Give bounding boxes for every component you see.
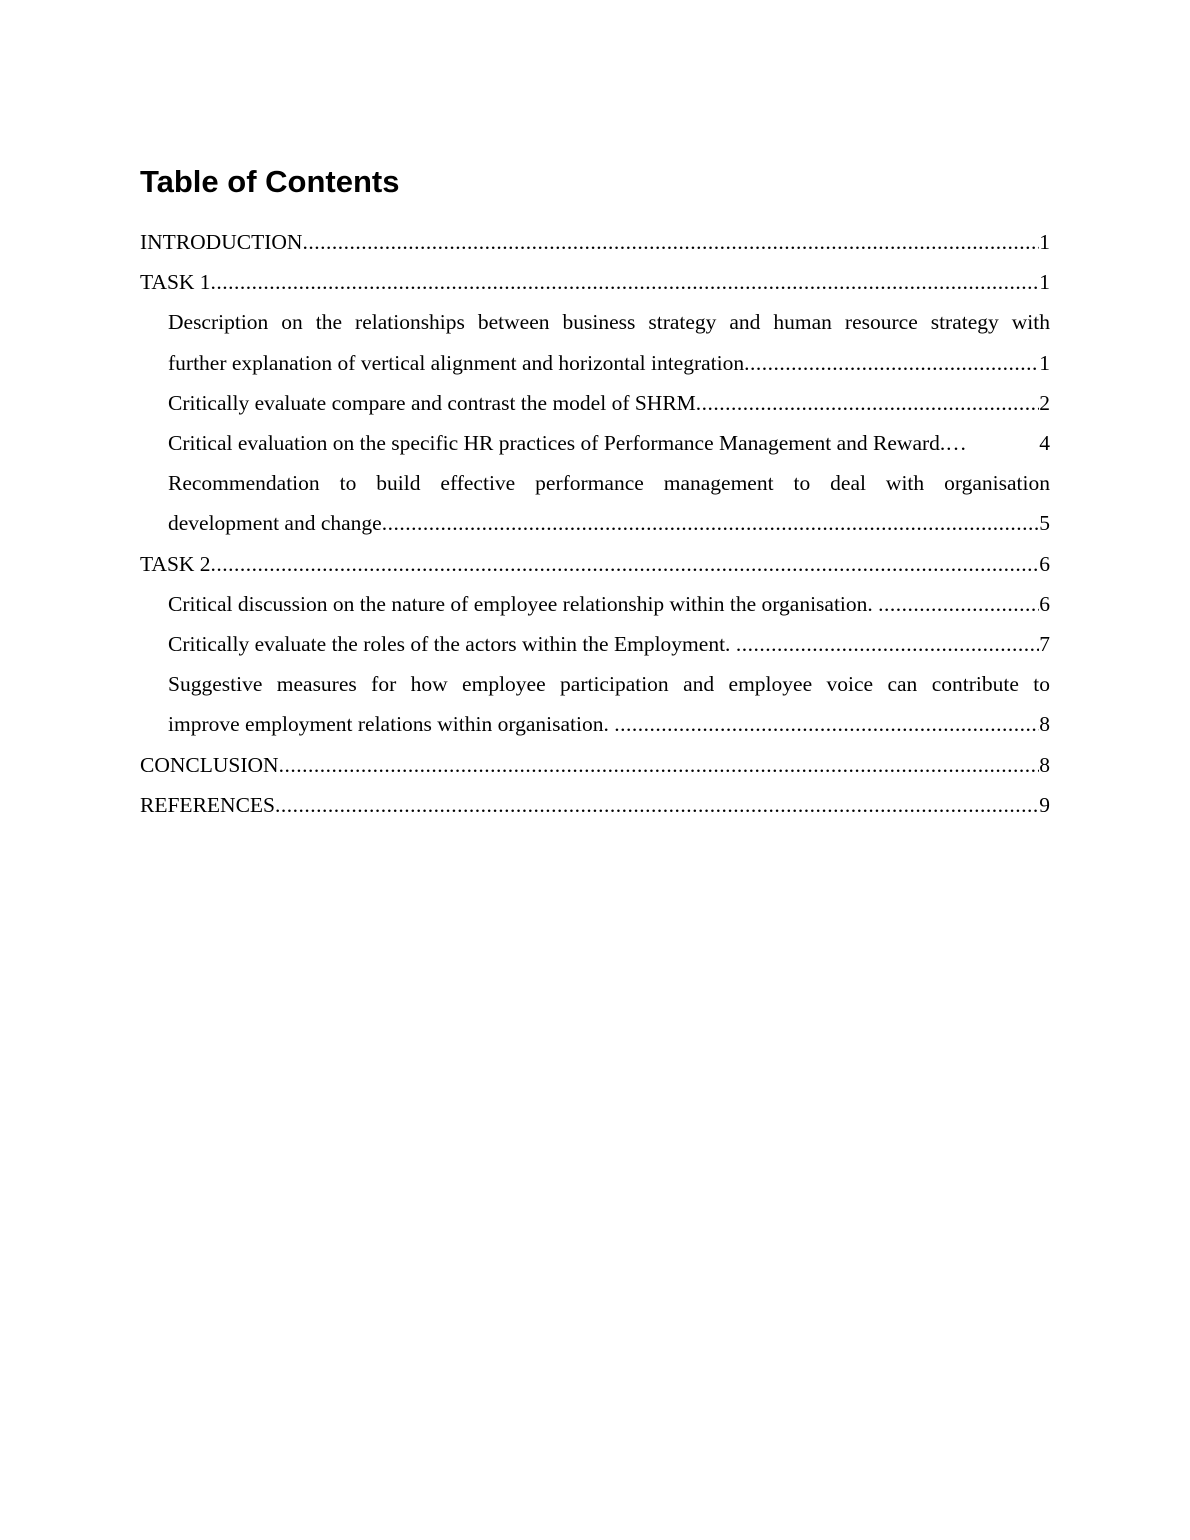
toc-entry-title: INTRODUCTION: [140, 230, 303, 254]
toc-entry-page: 7: [1039, 632, 1050, 657]
toc-entry-employee-relationship[interactable]: [140, 584, 1050, 624]
toc-entry-title-line2: improve employment relations within organisation.: [168, 712, 615, 737]
toc-title: Table of Contents: [140, 164, 400, 199]
toc-entry-title-line2: further explanation of vertical alignment and horizontal integration: [168, 350, 745, 375]
toc-entry-title: Critically evaluate compare and contrast the model of SHRM: [168, 390, 696, 415]
dot-leader: [744, 343, 1039, 383]
toc-entry-business-hr-strategy[interactable]: [140, 302, 1050, 382]
toc-entry-references[interactable]: [140, 785, 1050, 825]
toc-entry-title: Critically evaluate the roles of the actors within the Employment.: [168, 632, 736, 657]
toc-entry-actors-roles[interactable]: [140, 624, 1050, 664]
toc-entry-task-2[interactable]: [140, 544, 1050, 584]
dot-leader: [279, 745, 1040, 785]
dot-leader: [211, 544, 1040, 584]
toc-entry-title-line1: Recommendation to build effective performance management to deal with organisation: [168, 471, 1050, 496]
toc-entry-conclusion[interactable]: [140, 745, 1050, 785]
dot-leader: [736, 624, 1039, 664]
toc-entry-page: 8: [1039, 712, 1050, 737]
dot-leader: [211, 262, 1040, 302]
toc-entry-page: 5: [1039, 511, 1050, 536]
toc-entry-page: 6: [1039, 551, 1050, 576]
toc-entry-title: REFERENCES: [140, 792, 275, 817]
toc-entry-page: 8: [1039, 752, 1050, 777]
dot-leader: [302, 222, 1039, 262]
toc-entry-page: 1: [1039, 230, 1050, 254]
toc-entry-performance-recommendation[interactable]: [140, 463, 1050, 543]
dot-leader: [614, 704, 1039, 744]
toc-entry-page: 6: [1039, 591, 1050, 616]
toc-entry-page: 1: [1039, 350, 1050, 375]
toc-entry-page: 2: [1039, 390, 1050, 415]
toc-entry-hr-practices[interactable]: [140, 423, 1050, 463]
toc-entry-title: CONCLUSION: [140, 752, 279, 777]
toc-entry-employee-voice[interactable]: [140, 664, 1050, 744]
toc-entry-page: 4: [1039, 431, 1050, 456]
toc-entry-page: 9: [1039, 792, 1050, 817]
toc-entry-title-line1: Suggestive measures for how employee participation and employee voice can contribute to: [168, 672, 1050, 697]
dot-leader: [945, 423, 1039, 463]
toc-entry-title: Critical discussion on the nature of employee relationship within the organisation.: [168, 591, 879, 616]
dot-leader: [696, 383, 1039, 423]
toc-entry-introduction[interactable]: [140, 222, 1050, 262]
toc-entry-title: TASK 1: [140, 270, 211, 295]
toc-entry-title-line2: development and change: [168, 511, 382, 536]
toc-entry-title: Critical evaluation on the specific HR practices of Performance Management and Reward.: [168, 431, 946, 456]
toc-entry-title: TASK 2: [140, 551, 211, 576]
toc-entry-task-1[interactable]: [140, 262, 1050, 302]
toc-entry-title-line1: Description on the relationships between business strategy and human resource strategy with: [168, 310, 1050, 335]
dot-leader: [382, 503, 1040, 543]
toc-entry-shrm-models[interactable]: [140, 383, 1050, 423]
toc-list: [140, 222, 1050, 825]
dot-leader: [275, 785, 1039, 825]
toc-entry-page: 1: [1039, 270, 1050, 295]
dot-leader: [878, 584, 1039, 624]
